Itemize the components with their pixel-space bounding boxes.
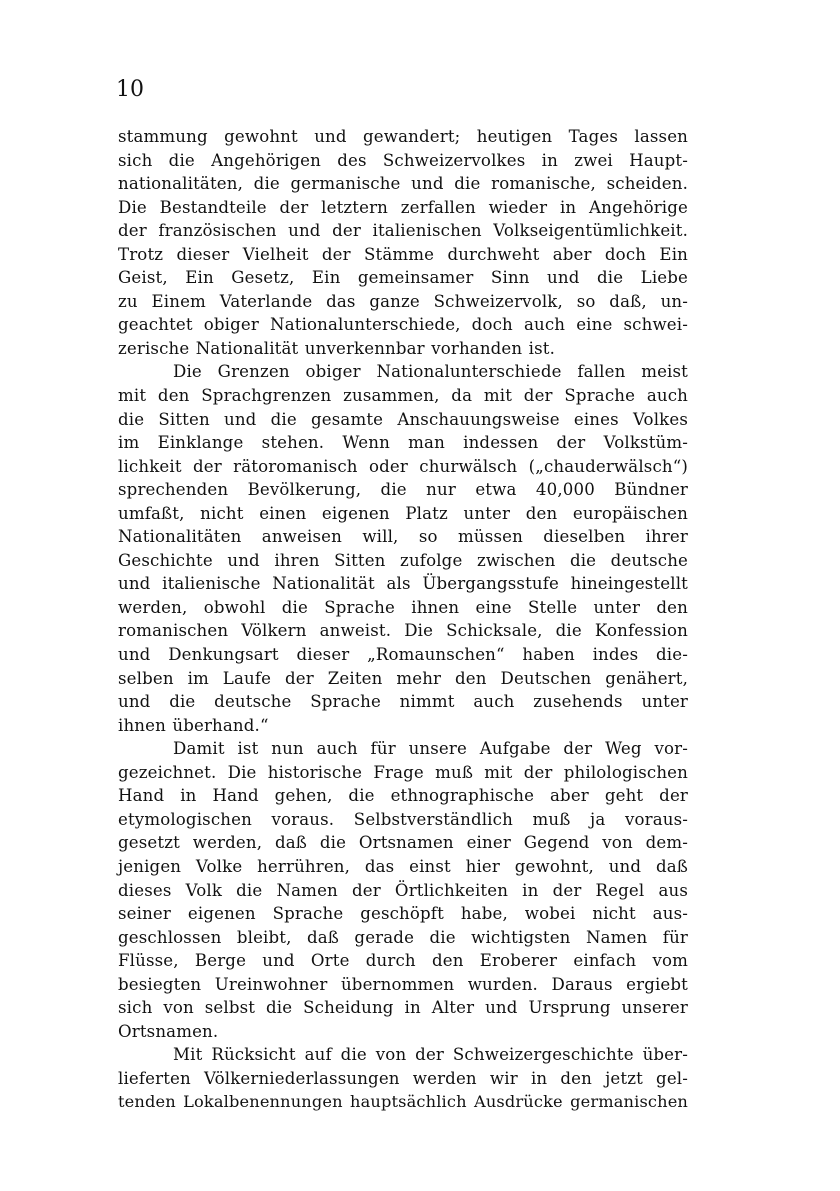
text-line: Damit ist nun auch für unsere Aufgabe der Weg vor-: [173, 739, 688, 759]
text-line: Geschichte und ihren Sitten zufolge zwischen die deutsche: [118, 550, 688, 570]
text-line: und italienische Nationalität als Übergangsstufe hineingestellt: [118, 574, 688, 594]
text-line: Die Bestandteile der letztern zerfallen wieder in Angehörige: [118, 197, 688, 217]
text-line: zerische Nationalität unverkennbar vorhanden ist.: [118, 338, 556, 358]
text-line: Hand in Hand gehen, die ethnographische aber geht der: [118, 786, 688, 806]
text-line: geschlossen bleibt, daß gerade die wichtigsten Namen für: [118, 927, 688, 947]
text-line: Nationalitäten anweisen will, so müssen dieselben ihrer: [118, 527, 688, 547]
text-line: Geist, Ein Gesetz, Ein gemeinsamer Sinn und die Liebe: [118, 268, 688, 288]
text-line: ihnen überhand.“: [118, 715, 269, 735]
text-line: Trotz dieser Vielheit der Stämme durchweht aber doch Ein: [118, 244, 688, 264]
text-line: stammung gewohnt und gewandert; heutigen Tages lassen: [118, 127, 688, 146]
text-line: romanischen Völkern anweist. Die Schicksale, die Konfession: [118, 621, 688, 641]
page-number: 10: [116, 77, 144, 102]
text-line: die Sitten und die gesamte Anschauungsweise eines Volkes: [118, 409, 688, 429]
text-line: sich von selbst die Scheidung in Alter und Ursprung unserer: [118, 998, 688, 1018]
text-line: sich die Angehörigen des Schweizervolkes in zwei Haupt-: [118, 150, 688, 170]
text-line: tenden Lokalbenennungen hauptsächlich Ausdrücke germanischen: [118, 1092, 688, 1112]
text-line: Ortsnamen.: [118, 1021, 219, 1041]
text-line: dieses Volk die Namen der Örtlichkeiten in der Regel aus: [118, 880, 688, 900]
text-line: mit den Sprachgrenzen zusammen, da mit der Sprache auch: [118, 386, 688, 406]
text-line: jenigen Volke herrühren, das einst hier gewohnt, und daß: [118, 856, 688, 876]
text-line: sprechenden Bevölkerung, die nur etwa 40,000 Bündner: [118, 480, 688, 500]
text-line: Die Grenzen obiger Nationalunterschiede fallen meist: [173, 362, 688, 382]
text-line: werden, obwohl die Sprache ihnen eine Stelle unter den: [118, 597, 688, 617]
text-line: und Denkungsart dieser „Romaunschen“ haben indes die-: [118, 645, 688, 665]
text-line: zu Einem Vaterlande das ganze Schweizervolk, so daß, un-: [118, 291, 688, 311]
text-line: lichkeit der rätoromanisch oder churwälsch („chauderwälsch“): [118, 456, 688, 476]
body-text: [118, 125, 688, 1114]
text-line: umfaßt, nicht einen eigenen Platz unter den europäischen: [118, 503, 688, 523]
text-line: besiegten Ureinwohner übernommen wurden. Daraus ergiebt: [118, 974, 688, 994]
text-line: gezeichnet. Die historische Frage muß mit der philologischen: [118, 762, 688, 782]
text-line: etymologischen voraus. Selbstverständlich muß ja voraus-: [118, 809, 688, 829]
text-line: seiner eigenen Sprache geschöpft habe, wobei nicht aus-: [118, 904, 688, 924]
text-line: gesetzt werden, daß die Ortsnamen einer Gegend von dem-: [118, 833, 688, 853]
text-line: Mit Rücksicht auf die von der Schweizergeschichte über-: [173, 1045, 688, 1065]
text-line: lieferten Völkerniederlassungen werden wir in den jetzt gel-: [118, 1068, 688, 1088]
text-line: der französischen und der italienischen Volkseigentümlichkeit.: [118, 221, 688, 241]
text-line: nationalitäten, die germanische und die romanische, scheiden.: [118, 174, 688, 194]
text-line: im Einklange stehen. Wenn man indessen der Volkstüm-: [118, 433, 688, 453]
text-line: und die deutsche Sprache nimmt auch zusehends unter: [118, 692, 688, 712]
text-line: selben im Laufe der Zeiten mehr den Deutschen genähert,: [118, 668, 688, 688]
text-line: Flüsse, Berge und Orte durch den Eroberer einfach vom: [118, 951, 688, 971]
text-line: geachtet obiger Nationalunterschiede, doch auch eine schwei-: [118, 315, 688, 335]
